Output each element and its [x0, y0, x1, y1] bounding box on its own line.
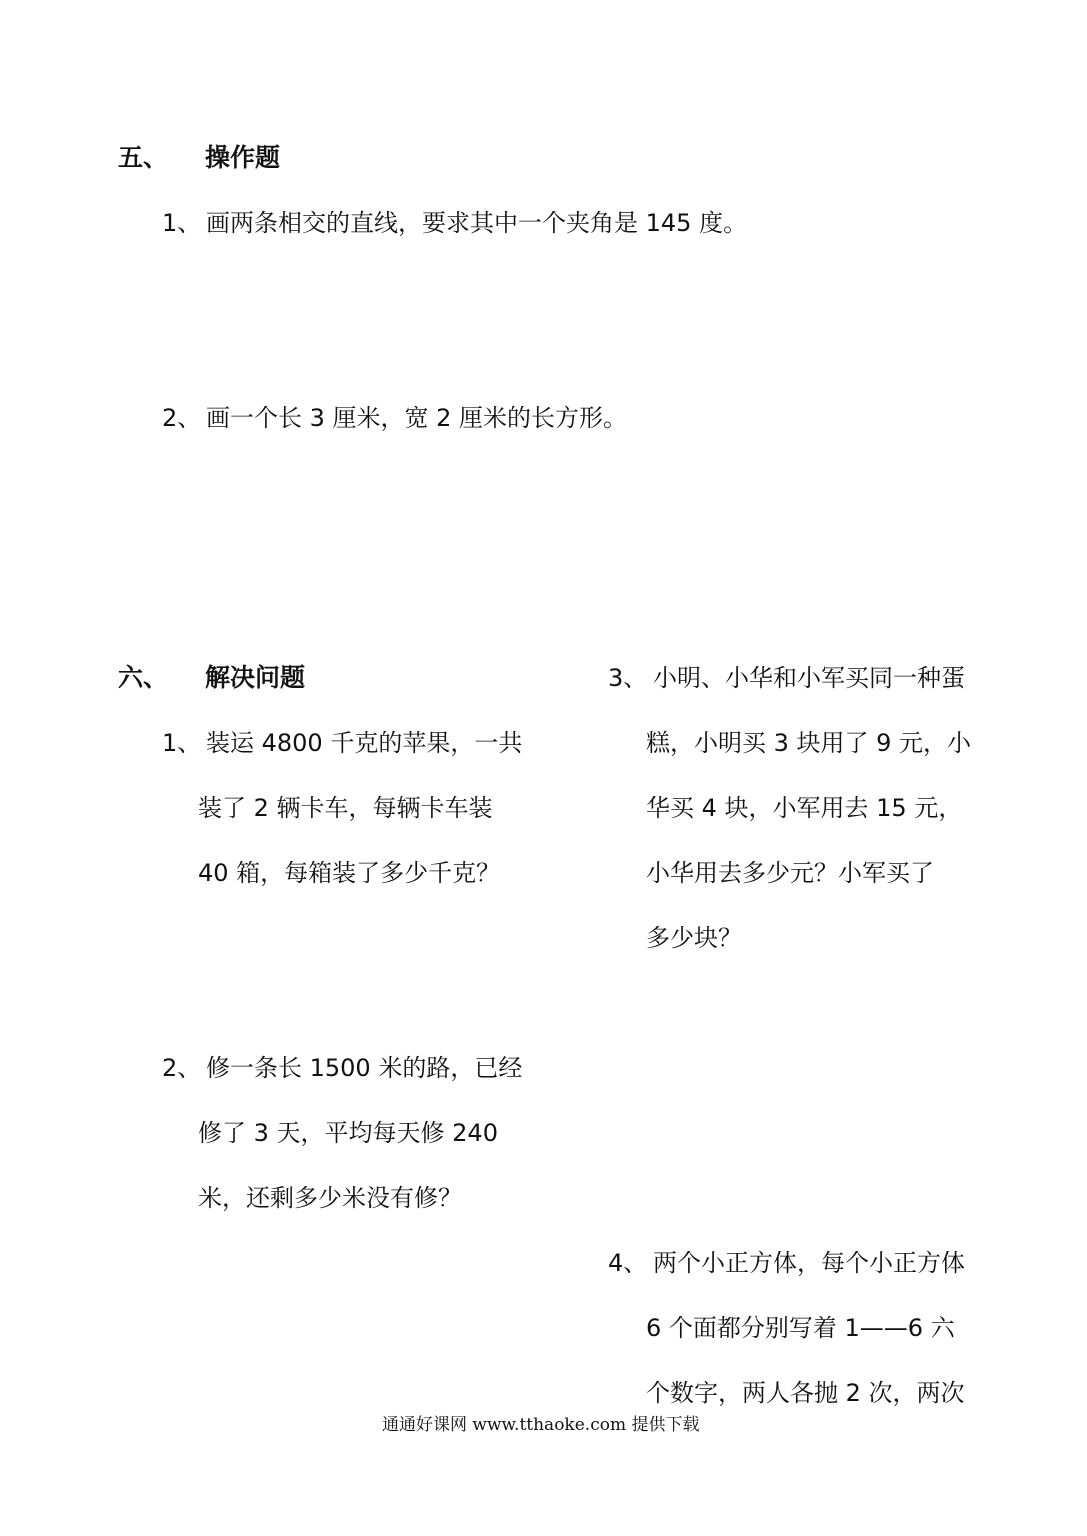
- s6-q3-line-2: 糕，小明买 3 块用了 9 元，小: [646, 729, 972, 757]
- s6-q4-line-1: 两个小正方体，每个小正方体: [653, 1249, 965, 1277]
- s6-q4-line-2: 6 个面都分别写着 1——6 六: [646, 1314, 955, 1342]
- s6-q2-line-2: 修了 3 天，平均每天修 240: [198, 1119, 498, 1147]
- section5-title: 操作题: [205, 143, 281, 172]
- s6-q3-line-1: 小明、小华和小军买同一种蛋: [653, 664, 965, 692]
- section6-title: 解决问题: [205, 663, 306, 692]
- s6-q2-number: 2、: [162, 1054, 202, 1082]
- s6-q1-number: 1、: [162, 729, 202, 757]
- s6-q3-line-4: 小华用去多少元？小军买了: [646, 859, 934, 887]
- s6-q1-line-2: 装了 2 辆卡车，每辆卡车装: [198, 794, 493, 822]
- section6-number: 六、: [118, 663, 169, 692]
- s6-q4-number: 4、: [608, 1249, 648, 1277]
- page-footer: 通通好课网 www.tthaoke.com 提供下载: [382, 1415, 700, 1435]
- s6-q2-line-3: 米，还剩多少米没有修？: [198, 1184, 462, 1212]
- s6-q3-line-5: 多少块？: [646, 924, 742, 952]
- s6-q3-number: 3、: [608, 664, 648, 692]
- s6-q3-line-3: 华买 4 块，小军用去 15 元，: [646, 794, 963, 822]
- s5-q1-text: 画两条相交的直线，要求其中一个夹角是 145 度。: [206, 209, 748, 237]
- s6-q1-line-3: 40 箱，每箱装了多少千克？: [198, 859, 501, 887]
- section5-number: 五、: [118, 143, 169, 172]
- s6-q1-line-1: 装运 4800 千克的苹果，一共: [206, 729, 523, 757]
- s5-q2-number: 2、: [162, 404, 202, 432]
- s5-q2-text: 画一个长 3 厘米，宽 2 厘米的长方形。: [206, 404, 628, 432]
- s5-q1-number: 1、: [162, 209, 202, 237]
- s6-q2-line-1: 修一条长 1500 米的路，已经: [206, 1054, 523, 1082]
- s6-q4-line-3: 个数字，两人各抛 2 次，两次: [646, 1379, 965, 1407]
